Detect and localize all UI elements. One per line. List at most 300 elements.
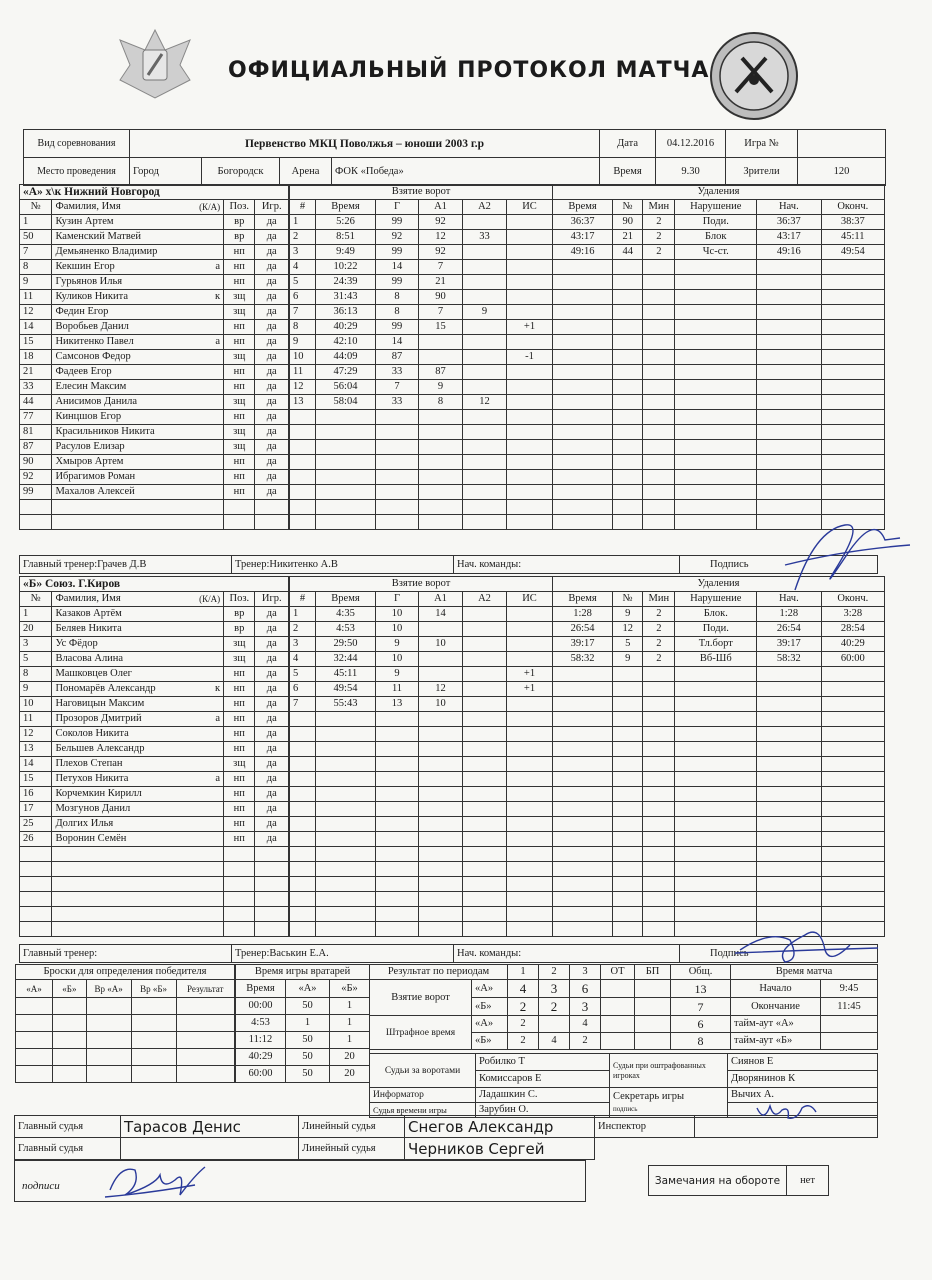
goal-scorer: 92: [376, 230, 419, 245]
player-played: да: [255, 637, 289, 652]
player-position: вр: [224, 607, 255, 622]
player-name: Федин Егор: [52, 305, 224, 320]
player-number: 15: [20, 772, 52, 787]
penalty-time: [553, 425, 613, 440]
penalty-minutes: [643, 275, 675, 290]
goal-row: [290, 425, 553, 440]
goal-assist-1: [419, 892, 463, 907]
goalie-b: 1: [330, 998, 370, 1015]
period-result-rows: [370, 980, 731, 1050]
goal-strength: [507, 697, 553, 712]
player-position: нп: [224, 682, 255, 697]
secretary: Вычих А.: [728, 1088, 878, 1103]
player-row: [20, 455, 289, 470]
player-name-text: Пономарёв Александр: [55, 683, 156, 694]
overtime-header: ОТ: [601, 965, 635, 980]
shootout-col-gk-b: Вр «Б»: [131, 980, 176, 998]
goal-scorer: 9: [376, 667, 419, 682]
goal-scorer: 14: [376, 335, 419, 350]
penalty-minutes: [643, 847, 675, 862]
goal-assist-2: 12: [463, 395, 507, 410]
player-number: 5: [20, 652, 52, 667]
goal-number: 3: [290, 637, 316, 652]
goal-strength: -1: [507, 350, 553, 365]
goal-scorer: [376, 892, 419, 907]
player-name: Красильников Никита: [52, 425, 224, 440]
player-name: Кузин Артем: [52, 215, 224, 230]
penalty-player: [613, 365, 643, 380]
penalty-player: [613, 485, 643, 500]
goal-assist-2: [463, 907, 507, 922]
player-name-text: Петухов Никита: [55, 773, 129, 784]
col-pen-viol: Нарушение: [675, 200, 757, 215]
penalty-row: [553, 320, 885, 335]
goalie-time: 40:29: [236, 1049, 286, 1066]
goalie-b: 20: [330, 1066, 370, 1083]
penalty-time: [553, 787, 613, 802]
goal-assist-2: [463, 877, 507, 892]
penalty-start: [757, 757, 821, 772]
player-played: да: [255, 772, 289, 787]
player-number: 26: [20, 832, 52, 847]
goal-assist-1: [419, 772, 463, 787]
goal-row: [290, 667, 553, 682]
goal-assist-1: 92: [419, 215, 463, 230]
goal-strength: [507, 892, 553, 907]
penalty-row: [553, 697, 885, 712]
penalty-player: [613, 727, 643, 742]
goal-number: 1: [290, 215, 316, 230]
col-pen-num: №: [613, 200, 643, 215]
goal-assist-1: [419, 847, 463, 862]
goal-row: [290, 305, 553, 320]
penalty-minutes: 2: [643, 637, 675, 652]
penalty-time: [553, 365, 613, 380]
penalty-minutes: [643, 410, 675, 425]
goal-scorer: [376, 802, 419, 817]
player-number: [20, 500, 52, 515]
penalty-minutes: [643, 305, 675, 320]
penalty-end: [821, 817, 884, 832]
goal-row: [290, 877, 553, 892]
goal-strength: [507, 742, 553, 757]
penalty-time: 58:32: [553, 652, 613, 667]
goal-number: [290, 455, 316, 470]
player-number: 33: [20, 380, 52, 395]
goal-assist-1: [419, 455, 463, 470]
player-name-text: Кекшин Егор: [55, 261, 115, 272]
penalty-row: [553, 260, 885, 275]
penalty-start: [757, 320, 821, 335]
player-played: да: [255, 275, 289, 290]
penalty-time: [553, 275, 613, 290]
goalie-b: 20: [330, 1049, 370, 1066]
penalty-player: [613, 862, 643, 877]
player-name: Воробьев Данил: [52, 320, 224, 335]
player-row: [20, 877, 289, 892]
goalie-time: 4:53: [236, 1015, 286, 1032]
linesman-2: Черников Сергей: [405, 1138, 595, 1160]
goalie-col-a: «А»: [286, 980, 330, 998]
player-name: [52, 290, 224, 305]
goal-assist-2: [463, 847, 507, 862]
goal-assist-1: 15: [419, 320, 463, 335]
goal-scorer: [376, 742, 419, 757]
penalty-start: [757, 305, 821, 320]
player-position: зщ: [224, 305, 255, 320]
player-row: [20, 245, 289, 260]
penalty-violation: [675, 395, 757, 410]
penalty-violation: [675, 455, 757, 470]
goal-assist-1: 90: [419, 290, 463, 305]
player-position: нп: [224, 802, 255, 817]
shootout-title: Броски для определения победителя: [16, 965, 235, 980]
player-name: Беляев Никита: [52, 622, 224, 637]
player-number: 90: [20, 455, 52, 470]
penalty-end: [821, 802, 884, 817]
penalty-row: [553, 892, 885, 907]
goal-strength: [507, 817, 553, 832]
penalty-start: [757, 682, 821, 697]
player-position: нп: [224, 455, 255, 470]
col-assist-2-b: А2: [463, 592, 507, 607]
player-number: 9: [20, 682, 52, 697]
player-name: Корчемкин Кирилл: [52, 787, 224, 802]
goal-number: 5: [290, 275, 316, 290]
end-value: 11:45: [821, 998, 878, 1016]
player-name-text: Куликов Никита: [55, 291, 128, 302]
period-team: «А»: [472, 1016, 508, 1033]
penalty-row: [553, 215, 885, 230]
penalty-row: [553, 712, 885, 727]
penalty-end: [821, 425, 884, 440]
timeout-a-label: тайм-аут «А»: [731, 1016, 821, 1033]
goal-strength: [507, 365, 553, 380]
player-name: Власова Алина: [52, 652, 224, 667]
col-pen-num-b: №: [613, 592, 643, 607]
penalty-start: [757, 697, 821, 712]
signature-team-a: [775, 510, 915, 600]
goal-row: [290, 832, 553, 847]
penalty-judges-label: Судьи при оштрафованных игроках: [610, 1054, 728, 1088]
player-played: да: [255, 395, 289, 410]
penalty-row: [553, 622, 885, 637]
goal-assist-2: [463, 410, 507, 425]
penalties-title-b: Удаления: [553, 577, 885, 592]
penalty-player: 12: [613, 622, 643, 637]
goal-row: [290, 515, 553, 530]
penalty-player: [613, 787, 643, 802]
penalty-start: [757, 667, 821, 682]
goal-row: [290, 470, 553, 485]
penalty-player: [613, 697, 643, 712]
player-name: [52, 712, 224, 727]
period-1-header: 1: [508, 965, 539, 980]
goal-assist-1: [419, 470, 463, 485]
player-row: [20, 892, 289, 907]
penalty-row: [553, 637, 885, 652]
goal-assist-2: [463, 637, 507, 652]
goal-row: [290, 712, 553, 727]
player-position: [224, 500, 255, 515]
goal-number: 7: [290, 305, 316, 320]
goal-strength: [507, 230, 553, 245]
goal-time: [316, 470, 376, 485]
penalty-start: [757, 425, 821, 440]
player-played: да: [255, 470, 289, 485]
goal-scorer: [376, 862, 419, 877]
goalie-time: 00:00: [236, 998, 286, 1015]
goal-time: 55:43: [316, 697, 376, 712]
penalty-start: [757, 862, 821, 877]
team-a-roster: [19, 184, 289, 530]
penalty-row: [553, 305, 885, 320]
player-played: да: [255, 320, 289, 335]
goals-title-b: Взятие ворот: [290, 577, 553, 592]
penalty-start: [757, 892, 821, 907]
penalty-end: [821, 470, 884, 485]
player-played: да: [255, 817, 289, 832]
col-pen-viol-b: Нарушение: [675, 592, 757, 607]
player-number: 99: [20, 485, 52, 500]
penalty-player: [613, 320, 643, 335]
goalie-a: 50: [286, 1066, 330, 1083]
penalty-minutes: [643, 667, 675, 682]
penalty-violation: Блок: [675, 230, 757, 245]
goal-assist-2: [463, 697, 507, 712]
penalty-row: [553, 395, 885, 410]
penalty-violation: [675, 260, 757, 275]
player-number: [20, 847, 52, 862]
goal-number: 12: [290, 380, 316, 395]
match-info-table: [23, 129, 886, 186]
penalty-violation: Вб-Шб: [675, 652, 757, 667]
period-value: 3: [570, 998, 601, 1016]
penalty-player: [613, 832, 643, 847]
penalty-time: 49:16: [553, 245, 613, 260]
goal-time: 32:44: [316, 652, 376, 667]
player-name: Мозгунов Данил: [52, 802, 224, 817]
player-name: Машковцев Олег: [52, 667, 224, 682]
penalty-violation: [675, 892, 757, 907]
period-value: [601, 980, 635, 998]
penalty-violation: [675, 847, 757, 862]
penalty-time: [553, 260, 613, 275]
player-row: [20, 832, 289, 847]
col-pen-start-b: Нач.: [757, 592, 821, 607]
player-name: [52, 500, 224, 515]
goal-strength: [507, 847, 553, 862]
informator: Ладашкин С.: [476, 1088, 610, 1103]
team-b-coach: Тренер:Васькин Е.А.: [232, 945, 454, 963]
penalty-minutes: 2: [643, 622, 675, 637]
goal-assist-2: [463, 652, 507, 667]
player-name: [52, 877, 224, 892]
goal-assist-2: [463, 470, 507, 485]
player-played: да: [255, 305, 289, 320]
shootout-col-b: «Б»: [53, 980, 87, 998]
penalty-player: [613, 350, 643, 365]
remarks-value: нет: [787, 1166, 829, 1196]
spectators-value: 120: [798, 158, 886, 186]
goal-number: [290, 877, 316, 892]
penalty-violation: [675, 485, 757, 500]
penalty-violation: Блок.: [675, 607, 757, 622]
goal-assist-2: [463, 607, 507, 622]
goal-assist-2: 9: [463, 305, 507, 320]
player-row: [20, 862, 289, 877]
goal-assist-2: [463, 515, 507, 530]
penalty-time: [553, 847, 613, 862]
goal-number: 2: [290, 622, 316, 637]
period-value: [601, 998, 635, 1016]
penalty-minutes: [643, 697, 675, 712]
goal-time: 44:09: [316, 350, 376, 365]
goal-time: 4:35: [316, 607, 376, 622]
goal-time: 29:50: [316, 637, 376, 652]
penalty-end: [821, 832, 884, 847]
penalty-time: [553, 320, 613, 335]
goal-assist-1: 21: [419, 275, 463, 290]
penalty-time: [553, 350, 613, 365]
goal-scorer: [376, 922, 419, 937]
goal-strength: [507, 215, 553, 230]
goalie-time: 11:12: [236, 1032, 286, 1049]
team-a-head-coach: Главный тренер:Грачев Д.В: [20, 556, 232, 574]
penalty-player: 44: [613, 245, 643, 260]
goal-number: [290, 847, 316, 862]
player-position: нп: [224, 727, 255, 742]
player-position: [224, 892, 255, 907]
goal-time: [316, 410, 376, 425]
goal-strength: +1: [507, 667, 553, 682]
player-number: 81: [20, 425, 52, 440]
match-time-table: [730, 964, 878, 1050]
time-value: 9.30: [656, 158, 726, 186]
player-played: да: [255, 290, 289, 305]
player-played: да: [255, 787, 289, 802]
player-position: вр: [224, 230, 255, 245]
player-row: [20, 470, 289, 485]
col-goal-scorer: Г: [376, 200, 419, 215]
goal-time: [316, 847, 376, 862]
penalty-end: [821, 260, 884, 275]
goal-assist-1: [419, 410, 463, 425]
player-row: [20, 410, 289, 425]
goal-strength: [507, 470, 553, 485]
player-number: 1: [20, 607, 52, 622]
player-played: да: [255, 260, 289, 275]
player-row: [20, 515, 289, 530]
col-goal-time: Время: [316, 200, 376, 215]
player-number: [20, 922, 52, 937]
goal-row: [290, 380, 553, 395]
penalty-time: 36:37: [553, 215, 613, 230]
penalty-violation: [675, 832, 757, 847]
player-name: Фадеев Егор: [52, 365, 224, 380]
penalty-end: [821, 682, 884, 697]
goal-time: [316, 772, 376, 787]
penalty-violation: [675, 290, 757, 305]
penalty-minutes: [643, 425, 675, 440]
col-pen-min-b: Мин: [643, 592, 675, 607]
goal-time: [316, 892, 376, 907]
penalty-minutes: 2: [643, 652, 675, 667]
penalty-row: [553, 410, 885, 425]
goal-assist-2: [463, 440, 507, 455]
period-total: 13: [671, 980, 731, 998]
timeout-a-value: [821, 1016, 878, 1033]
player-position: нп: [224, 832, 255, 847]
goal-assist-1: [419, 817, 463, 832]
goal-number: [290, 515, 316, 530]
goal-assist-1: [419, 802, 463, 817]
penalty-minutes: [643, 290, 675, 305]
period-value: 4: [570, 1016, 601, 1033]
player-number: 14: [20, 757, 52, 772]
player-number: 18: [20, 350, 52, 365]
player-row: [20, 275, 289, 290]
player-played: да: [255, 712, 289, 727]
penalty-player: [613, 305, 643, 320]
goal-scorer: 8: [376, 290, 419, 305]
player-position: [224, 862, 255, 877]
goal-strength: [507, 395, 553, 410]
player-row: [20, 787, 289, 802]
penalty-start: [757, 772, 821, 787]
goal-assist-1: 9: [419, 380, 463, 395]
goal-row: [290, 727, 553, 742]
player-name: [52, 892, 224, 907]
penalty-end: [821, 697, 884, 712]
penalty-time: [553, 817, 613, 832]
goal-time: 8:51: [316, 230, 376, 245]
penalty-time: [553, 922, 613, 937]
player-name: Демьяненко Владимир: [52, 245, 224, 260]
player-name: Соколов Никита: [52, 727, 224, 742]
goal-row: [290, 500, 553, 515]
goal-assist-1: [419, 440, 463, 455]
player-position: нп: [224, 320, 255, 335]
penalty-violation: [675, 817, 757, 832]
penalty-row: [553, 772, 885, 787]
team-a-penalty-rows: [553, 215, 885, 530]
penalty-end: [821, 892, 884, 907]
goal-number: [290, 862, 316, 877]
goal-scorer: 11: [376, 682, 419, 697]
goal-assist-1: [419, 667, 463, 682]
goal-scorer: 13: [376, 697, 419, 712]
penalty-violation: [675, 275, 757, 290]
player-position: [224, 515, 255, 530]
goalie-time-row: [236, 1066, 370, 1083]
goal-number: [290, 410, 316, 425]
penalty-start: [757, 832, 821, 847]
penalty-end: 49:54: [821, 245, 884, 260]
goal-assist-1: [419, 425, 463, 440]
penalty-player: [613, 425, 643, 440]
captain-mark: а: [215, 336, 221, 347]
player-played: да: [255, 607, 289, 622]
penalty-end: [821, 667, 884, 682]
goal-strength: [507, 335, 553, 350]
goal-assist-1: 14: [419, 607, 463, 622]
goal-assist-2: [463, 832, 507, 847]
penalty-violation: [675, 757, 757, 772]
goal-scorer: [376, 907, 419, 922]
player-number: 1: [20, 215, 52, 230]
penalty-time: [553, 682, 613, 697]
